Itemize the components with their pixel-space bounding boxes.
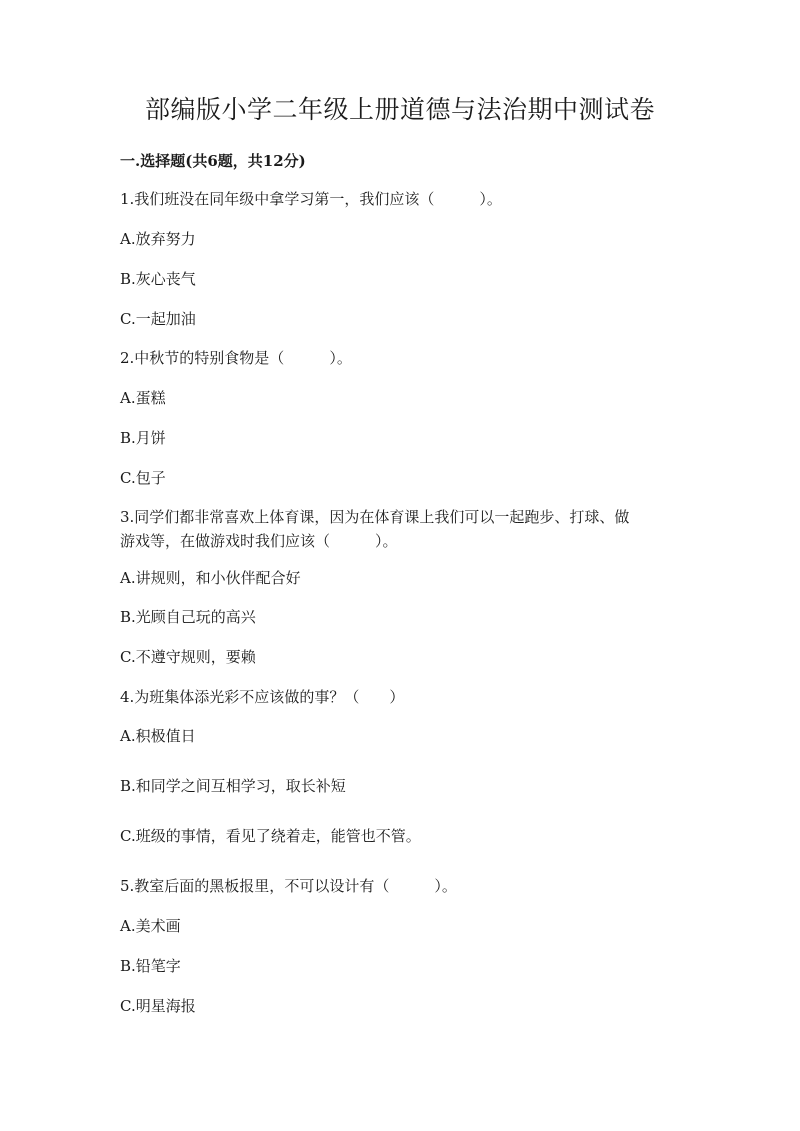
question-1-stem: 1.我们班没在同年级中拿学习第一，我们应该（ ）。	[120, 190, 502, 208]
question-3-option-b: B.光顾自己玩的高兴	[120, 608, 256, 626]
question-4-stem: 4.为班集体添光彩不应该做的事？（ ）	[120, 688, 405, 706]
question-3-option-a: A.讲规则，和小伙伴配合好	[120, 569, 301, 587]
question-2-option-a: A.蛋糕	[120, 389, 166, 407]
question-1-option-a: A.放弃努力	[120, 230, 196, 248]
question-5-option-c: C.明星海报	[120, 997, 196, 1015]
question-4-option-a: A.积极值日	[120, 727, 196, 745]
question-3-option-c: C.不遵守规则，要赖	[120, 648, 256, 666]
question-4-option-c: C.班级的事情，看见了绕着走，能管也不管。	[120, 827, 421, 845]
question-5-option-a: A.美术画	[120, 917, 181, 935]
question-1-option-c: C.一起加油	[120, 310, 196, 328]
question-5-stem: 5.教室后面的黑板报里，不可以设计有（ ）。	[120, 877, 457, 895]
page-title: 部编版小学二年级上册道德与法治期中测试卷	[144, 95, 655, 124]
question-3-stem-line-1: 3.同学们都非常喜欢上体育课，因为在体育课上我们可以一起跑步、打球、做	[120, 508, 630, 526]
question-1-option-b: B.灰心丧气	[120, 270, 196, 288]
question-2-option-c: C.包子	[120, 469, 166, 487]
question-3-stem-line-2: 游戏等，在做游戏时我们应该（ ）。	[120, 532, 398, 550]
section-heading: 一.选择题(共6题，共12分)	[120, 152, 306, 170]
question-5-option-b: B.铅笔字	[120, 957, 181, 975]
question-2-stem: 2.中秋节的特别食物是（ ）。	[120, 349, 352, 367]
question-4-option-b: B.和同学之间互相学习，取长补短	[120, 777, 346, 795]
question-2-option-b: B.月饼	[120, 429, 166, 447]
